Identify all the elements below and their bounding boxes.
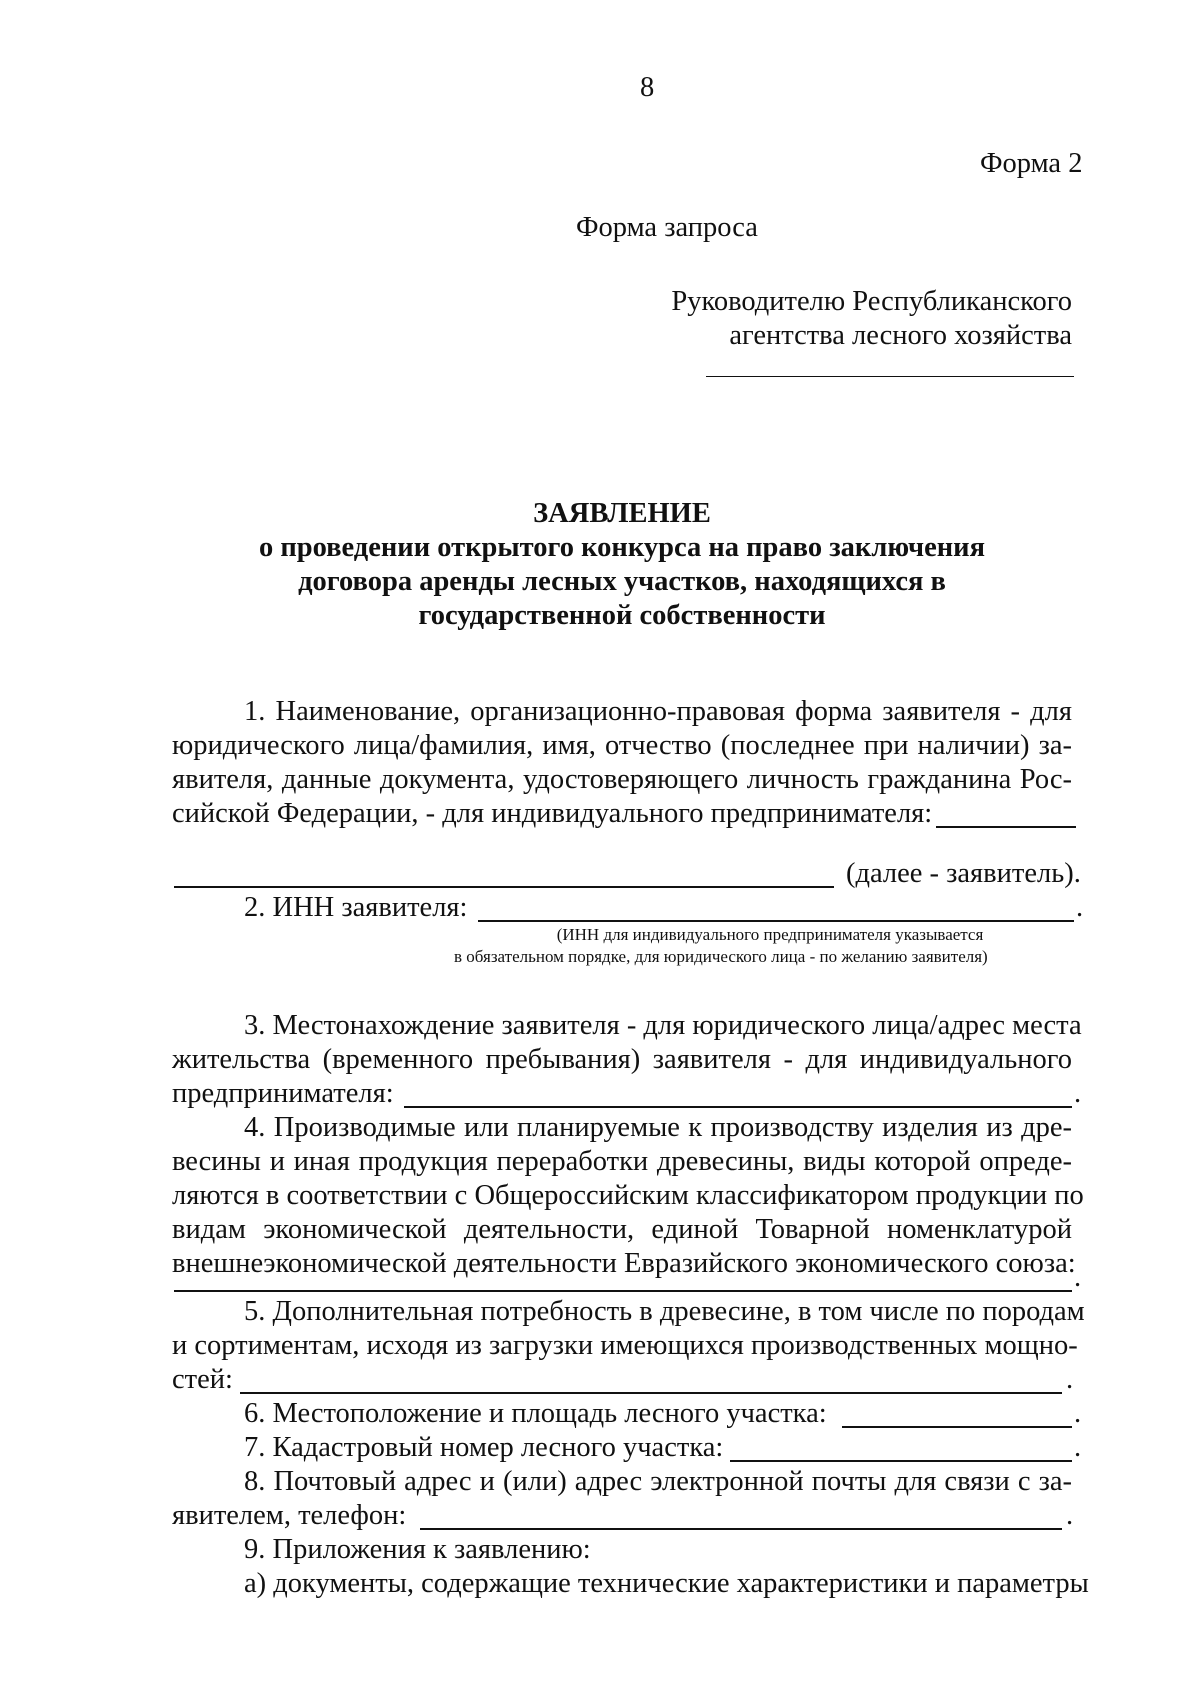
item-3-line-2: жительства (временного пребывания) заявителя - для индивидуального: [172, 1044, 1072, 1075]
item-2-end: .: [1076, 892, 1084, 923]
item-4-line-2: весины и иная продукция переработки древесины, виды которой опреде-: [172, 1146, 1072, 1177]
item-3-end: .: [1074, 1078, 1082, 1109]
products-field[interactable]: [174, 1290, 1072, 1292]
inn-note-line-1: (ИНН для индивидуального предпринимателя указывается: [556, 925, 984, 944]
contact-field[interactable]: [420, 1528, 1062, 1530]
addressee-line-1: Руководителю Республиканского: [671, 286, 1072, 317]
item-2-label: 2. ИНН заявителя:: [244, 892, 468, 923]
item-3-line-1: 3. Местонахождение заявителя - для юридического лица/адрес места: [244, 1010, 1082, 1041]
item-4-end: .: [1074, 1262, 1082, 1293]
plot-location-field[interactable]: [842, 1426, 1072, 1428]
item-6-label: 6. Местоположение и площадь лесного участка:: [244, 1398, 827, 1429]
item-1-line-4: сийской Федерации, - для индивидуального предпринимателя:: [172, 798, 933, 829]
addressee-name-blank[interactable]: [706, 376, 1074, 377]
item-6-end: .: [1074, 1398, 1082, 1429]
item-5-end: .: [1066, 1364, 1074, 1395]
item-1-tail: (далее - заявитель).: [846, 858, 1081, 889]
inn-note-line-2: в обязательном порядке, для юридического лица - по желанию заявителя): [454, 947, 988, 966]
applicant-address-field[interactable]: [404, 1106, 1072, 1108]
item-8-line-1: 8. Почтовый адрес и (или) адрес электронной почты для связи с за-: [244, 1466, 1072, 1497]
form-title: Форма запроса: [576, 212, 758, 243]
item-4-line-4: видам экономической деятельности, единой Товарной номенклатурой: [172, 1214, 1072, 1245]
item-3-line-3: предпринимателя:: [172, 1078, 394, 1109]
item-7-label: 7. Кадастровый номер лесного участка:: [244, 1432, 724, 1463]
form-label: Форма 2: [980, 148, 1083, 179]
page-number: 8: [640, 72, 655, 103]
item-9-a: а) документы, содержащие технические характеристики и параметры: [244, 1568, 1089, 1599]
document-subtitle-line-1: о проведении открытого конкурса на право заключения: [258, 532, 986, 563]
item-1-line-2: юридического лица/фамилия, имя, отчество (последнее при наличии) за-: [172, 730, 1072, 761]
applicant-name-blank-1[interactable]: [936, 826, 1076, 828]
item-8-end: .: [1066, 1500, 1074, 1531]
item-4-line-5: внешнеэкономической деятельности Евразийского экономического союза:: [172, 1248, 1076, 1279]
item-5-line-1: 5. Дополнительная потребность в древесине, в том числе по породам: [244, 1296, 1085, 1327]
item-4-line-1: 4. Производимые или планируемые к производству изделия из дре-: [244, 1112, 1072, 1143]
item-1-line-1: 1. Наименование, организационно-правовая форма заявителя - для: [244, 696, 1072, 727]
item-5-line-3: стей:: [172, 1364, 233, 1395]
item-8-line-2: явителем, телефон:: [172, 1500, 407, 1531]
item-4-line-3: ляются в соответствии с Общероссийским классификатором продукции по: [172, 1180, 1084, 1211]
addressee-line-2: агентства лесного хозяйства: [729, 320, 1072, 351]
item-9-label: 9. Приложения к заявлению:: [244, 1534, 591, 1565]
item-7-end: .: [1074, 1432, 1082, 1463]
inn-field[interactable]: [478, 920, 1074, 922]
document-title: ЗАЯВЛЕНИЕ: [533, 498, 711, 529]
item-5-line-2: и сортиментам, исходя из загрузки имеющихся производственных мощно-: [172, 1330, 1078, 1361]
applicant-name-blank-2[interactable]: [174, 886, 834, 888]
document-subtitle-line-2: договора аренды лесных участков, находящихся в: [298, 566, 946, 597]
item-1-line-3: явителя, данные документа, удостоверяющего личность гражданина Рос-: [172, 764, 1072, 795]
document-subtitle-line-3: государственной собственности: [418, 600, 826, 631]
timber-demand-field[interactable]: [240, 1392, 1062, 1394]
cadastral-number-field[interactable]: [730, 1460, 1072, 1462]
